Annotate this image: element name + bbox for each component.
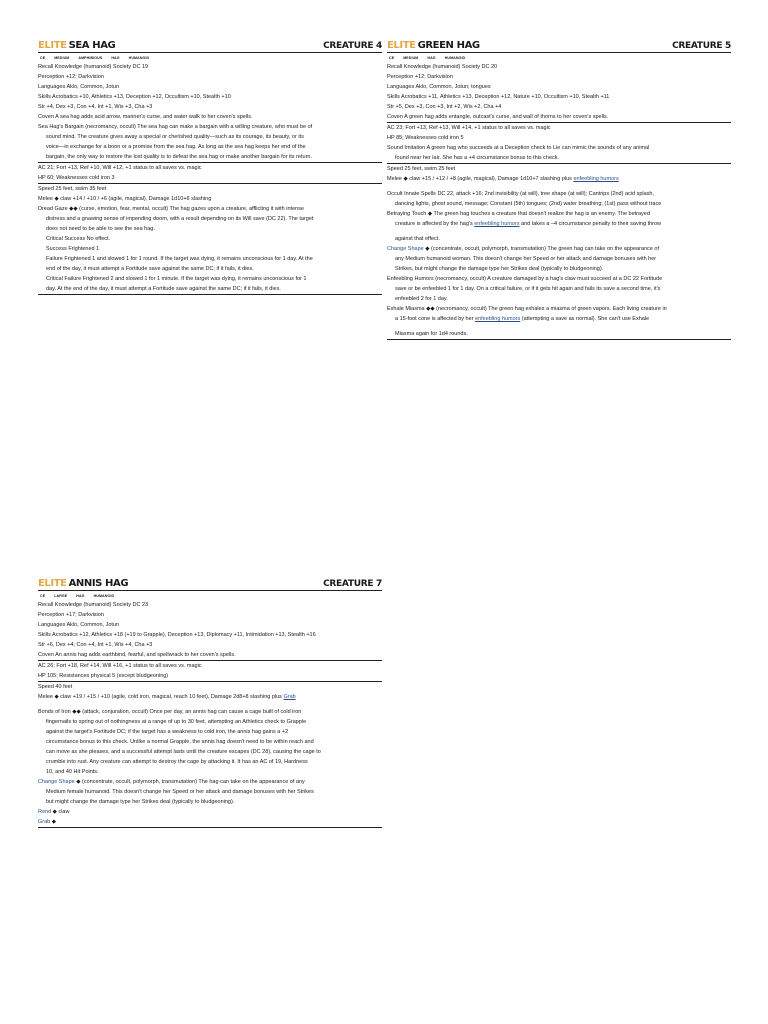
ability-text — [387, 219, 731, 229]
armor-class: AC 23; Fort +13, Ref +13, Will +14, +1 status to all saves vs. magic — [387, 122, 731, 133]
hit-points: HP 105; Resistances physical 5 (except bludgeoning) — [38, 673, 169, 679]
ability-text: enfeebled 2 for 1 day. — [395, 296, 448, 302]
elite-label: ELITE — [38, 40, 67, 51]
statblock-end-rule — [38, 827, 382, 828]
speed: Speed 25 feet, swim 25 feet — [387, 163, 731, 174]
ability-text-part: creature is affected by the hag's — [395, 221, 475, 227]
ability-text: against that effect. — [395, 236, 440, 242]
ability-text: crumble into rust. Any creature can attempt to destroy the cage by attacking it. It has an AC of 19, Hardness — [46, 759, 308, 765]
statblock-header — [38, 38, 382, 53]
trait: HAG — [427, 55, 436, 60]
speed: Speed 25 feet, swim 35 feet — [38, 183, 382, 194]
recall-knowledge: Recall Knowledge (humanoid) Society DC 23 — [38, 602, 149, 608]
ability-text: found near her lair. She has a +4 circumstance bonus to this check. — [395, 155, 560, 161]
languages: Languages Aklo, Common, Jotun — [38, 622, 120, 628]
ability-text: day. At the end of the day, it must attempt a Fortitude save against the same DC; if it fails, it dies. — [46, 286, 281, 292]
creature-level: CREATURE 4 — [323, 41, 382, 51]
rend-link[interactable]: Rend — [38, 809, 52, 815]
armor-class: AC 26; Fort +18, Ref +14, Will +16, +1 status to all saves vs. magic — [38, 660, 382, 671]
creature-title — [38, 40, 115, 52]
ability-text-part: ◆ claw — [51, 809, 70, 815]
trait: HUMANOID — [128, 55, 150, 60]
attributes: Str +4, Dex +3, Con +4, Int +1, Wis +3, Cha +3 — [38, 104, 153, 110]
elite-label: ELITE — [387, 40, 416, 51]
grab-ability-link[interactable]: Grab — [38, 819, 51, 825]
change-shape-link[interactable]: Change Shape — [38, 779, 75, 785]
ability-enfeebling-humors: Enfeebling Humors (necromancy, occult) A creature damaged by a hag's claw must succeed at a DC 22 Fortitude — [387, 276, 663, 282]
ability-text: Miasma again for 1d4 rounds. — [395, 331, 468, 337]
ability-text: but might change the damage type her Strikes deal (typically to bludgeoning). — [46, 799, 235, 805]
ability-text: does not need to be able to see the sea hag. — [46, 226, 155, 232]
melee-text: Melee ◆ claw +19 / +15 / +10 (agile, cold iron, magical, reach 10 feet), Damage 2d8+8 slashing plus — [38, 694, 284, 700]
sea-hag-statblock — [38, 38, 382, 295]
recall-knowledge: Recall Knowledge (humanoid) Society DC 19 — [38, 64, 149, 70]
trait: HAG — [76, 593, 85, 598]
ability-text-part: a 15-foot cone is affected by her — [395, 316, 476, 322]
creature-name: GREEN HAG — [417, 40, 480, 51]
trait: MEDIUM — [403, 55, 419, 60]
degree-failure: Failure Frightened 1 and slowed 1 for 1 round. If the target was dying, it remains unconscious for 1 day. At the — [46, 256, 313, 262]
perception: Perception +17; Darkvision — [38, 612, 104, 618]
degree-critical-failure: Critical Failure Frightened 2 and slowed 1 for 1 minute. If the target was dying, it remains unconscious for 1 — [46, 276, 307, 282]
trait: CE — [40, 55, 46, 60]
trait: LARGE — [54, 593, 68, 598]
grab-link[interactable]: Grab — [283, 694, 296, 700]
creature-title — [387, 40, 480, 52]
ability-exhale-miasma: Exhale Miasma ◆◆ (necromancy, occult) The green hag exhales a miasma of green vapors. Each living creature in — [387, 306, 667, 312]
ability-text: sound mind. The creature gives away a special or cherished quality—such as its courage, its beauty, or its — [46, 134, 304, 140]
ability-text: bargain, the only way to restore the lost quality is to defeat the sea hag or make another bargain for its return. — [46, 154, 312, 160]
coven: Coven An annis hag adds earthbind, fearful, and spellwrack to her coven's spells. — [38, 652, 236, 658]
statblock-end-rule — [387, 339, 731, 340]
ability-text-part: (attempting a save as normal). She can't use Exhale — [520, 316, 650, 322]
ability-betraying-touch: Betraying Touch ◆ The green hag touches a creature that doesn't realize the hag is an enemy. The betrayed — [387, 211, 650, 217]
attributes: Str +6, Dex +4, Con +4, Int +1, Wis +4, Cha +3 — [38, 642, 153, 648]
annis-hag-statblock — [38, 576, 382, 828]
innate-spells: Occult Innate Spells DC 22, attack +16; 2nd invisibility (at will), tree shape (at will); Cantrips (2nd) acid splash, — [387, 191, 655, 197]
ability-text: voice—in exchange for a boon or a promise from the sea hag. As long as the sea hag keeps her end of the — [46, 144, 306, 150]
ability-text: against the target's Fortitude DC; if the target has a weakness to cold iron, the annis hag gains a +2 — [46, 729, 289, 735]
ability-dread-gaze: Dread Gaze ◆◆ (curse, emotion, fear, mental, occult) The hag gazes upon a creature, afflicting it with intense — [38, 206, 304, 212]
melee-strike — [387, 174, 731, 184]
ability-text: Medium female humanoid. This doesn't change her Speed or her attack and damage bonuses with her Strikes — [46, 789, 314, 795]
ability-text: dancing lights, ghost sound, message; Constant (5th) tongues; (2nd) water breathing; (1st) pass without trace — [395, 201, 662, 207]
ability-text: fingernails to spring out of nothingness at a range of up to 30 feet, attempting an Athletics check to Grapple — [46, 719, 307, 725]
ability-text: can move as she pleases, and a successful attempt lasts until the creature escapes (DC 28), causing the cage to — [46, 749, 321, 755]
coven: Coven A green hag adds entangle, outcast's curse, and wall of thorns to her coven's spells. — [387, 114, 609, 120]
enfeebling-humors-link[interactable]: enfeebling humors — [474, 221, 520, 227]
ability-text-part: ◆ (concentrate, occult, polymorph, transmutation) The hag can take on the appearance of any — [74, 779, 305, 785]
melee-strike: Melee ◆ claw +14 / +10 / +6 (agile, magical), Damage 1d10+6 slashing — [38, 196, 212, 202]
trait: HUMANOID — [444, 55, 466, 60]
ability-text: save or be enfeebled 1 for 1 day. On a critical failure, or if it gets hit again and fails its save a second time, it's — [395, 286, 661, 292]
ability-sound-imitation: Sound Imitation A green hag who succeeds at a Deception check to Lie can mimic the sounds of any animal — [387, 145, 650, 151]
creature-level: CREATURE 5 — [672, 41, 731, 51]
speed: Speed 40 feet — [38, 681, 382, 692]
trait: MEDIUM — [54, 55, 70, 60]
ability-change-shape — [387, 244, 731, 254]
trait: CE — [389, 55, 395, 60]
elite-label: ELITE — [38, 578, 67, 589]
ability-grab — [38, 817, 382, 827]
ability-text-part: ◆ (concentrate, occult, polymorph, transmutation) The green hag can take on the appearance of — [423, 246, 659, 252]
ability-text — [387, 314, 731, 324]
perception: Perception +12; Darkvision — [387, 74, 453, 80]
ability-text: 10, and 40 Hit Points. — [46, 769, 99, 775]
coven: Coven A sea hag adds acid arrow, mariner's curse, and water walk to her coven's spells. — [38, 114, 253, 120]
ability-text: end of the day, it must attempt a Fortitude save against the same DC; if it fails, it dies. — [46, 266, 254, 272]
skills: Skills Acrobatics +10, Athletics +13, Deception +12, Occultism +10, Stealth +10 — [38, 94, 231, 100]
recall-knowledge: Recall Knowledge (humanoid) Society DC 20 — [387, 64, 498, 70]
trait-list — [38, 53, 382, 62]
ability-text-part: ◆ — [50, 819, 56, 825]
attributes: Str +5, Dex +3, Con +3, Int +2, Wis +2, Cha +4 — [387, 104, 502, 110]
ability-rend — [38, 807, 382, 817]
degree-critical-success: Critical Success No effect. — [46, 236, 111, 242]
creature-name: ANNIS HAG — [68, 578, 129, 589]
ability-text: any Medium humanoid woman. This doesn't change her Speed or her attack and damage bonuses with her — [395, 256, 657, 262]
enfeebling-humors-link[interactable]: enfeebling humors — [475, 316, 521, 322]
trait: AMPHIBIOUS — [78, 55, 103, 60]
degree-success: Success Frightened 1 — [46, 246, 100, 252]
hit-points: HP 85; Weaknesses cold iron 5 — [387, 135, 464, 141]
ability-text-part: and takes a –4 circumstance penalty to their saving throw — [519, 221, 662, 227]
languages: Languages Aklo, Common, Jotun — [38, 84, 120, 90]
trait: HAG — [111, 55, 120, 60]
creature-title — [38, 578, 128, 590]
ability-text: Strikes, but might change the damage type her Strikes deal (typically to bludgeoning). — [395, 266, 604, 272]
hit-points: HP 60; Weaknesses cold iron 3 — [38, 175, 115, 181]
skills: Skills Acrobatics +12, Athletics +18 (+19 to Grapple), Deception +13, Diplomacy +11, Intimidation +13, Stealth +16 — [38, 632, 316, 638]
trait-list — [387, 53, 731, 62]
trait: CE — [40, 593, 46, 598]
creature-name: SEA HAG — [68, 40, 116, 51]
skills: Skills Acrobatics +11, Athletics +13, Deception +12, Nature +10, Occultism +10, Stealth +11 — [387, 94, 610, 100]
statblock-header — [387, 38, 731, 53]
melee-text: Melee ◆ claw +15 / +12 / +8 (agile, magical), Damage 1d10+7 slashing plus — [387, 176, 574, 182]
enfeebling-humors-link[interactable]: enfeebling humors — [573, 176, 619, 182]
melee-strike — [38, 692, 382, 702]
ability-text: distress and a gnawing sense of impending doom, with a result depending on its Will save (DC 22). The target — [46, 216, 314, 222]
ability-bonds-of-iron: Bonds of Iron ◆◆ (attack, conjuration, occult) Once per day, an annis hag can cause a cage built of cold iron — [38, 709, 302, 715]
statblock-end-rule — [38, 294, 382, 295]
ability-text: circumstance bonus to this check. Unlike a normal Grapple, the annis hag doesn't need to be within reach and — [46, 739, 314, 745]
trait-list — [38, 591, 382, 600]
creature-level: CREATURE 7 — [323, 579, 382, 589]
green-hag-statblock — [387, 38, 731, 340]
ability-bargain: Sea Hag's Bargain (necromancy, occult) The sea hag can make a bargain with a willing creature, who must be of — [38, 124, 313, 130]
statblock-header — [38, 576, 382, 591]
change-shape-link[interactable]: Change Shape — [387, 246, 424, 252]
armor-class: AC 21; Fort +13, Ref +10, Will +12, +1 status to all saves vs. magic — [38, 162, 382, 173]
trait: HUMANOID — [93, 593, 115, 598]
ability-change-shape — [38, 777, 382, 787]
perception: Perception +12; Darkvision — [38, 74, 104, 80]
languages: Languages Aklo, Common, Jotun; tongues — [387, 84, 491, 90]
